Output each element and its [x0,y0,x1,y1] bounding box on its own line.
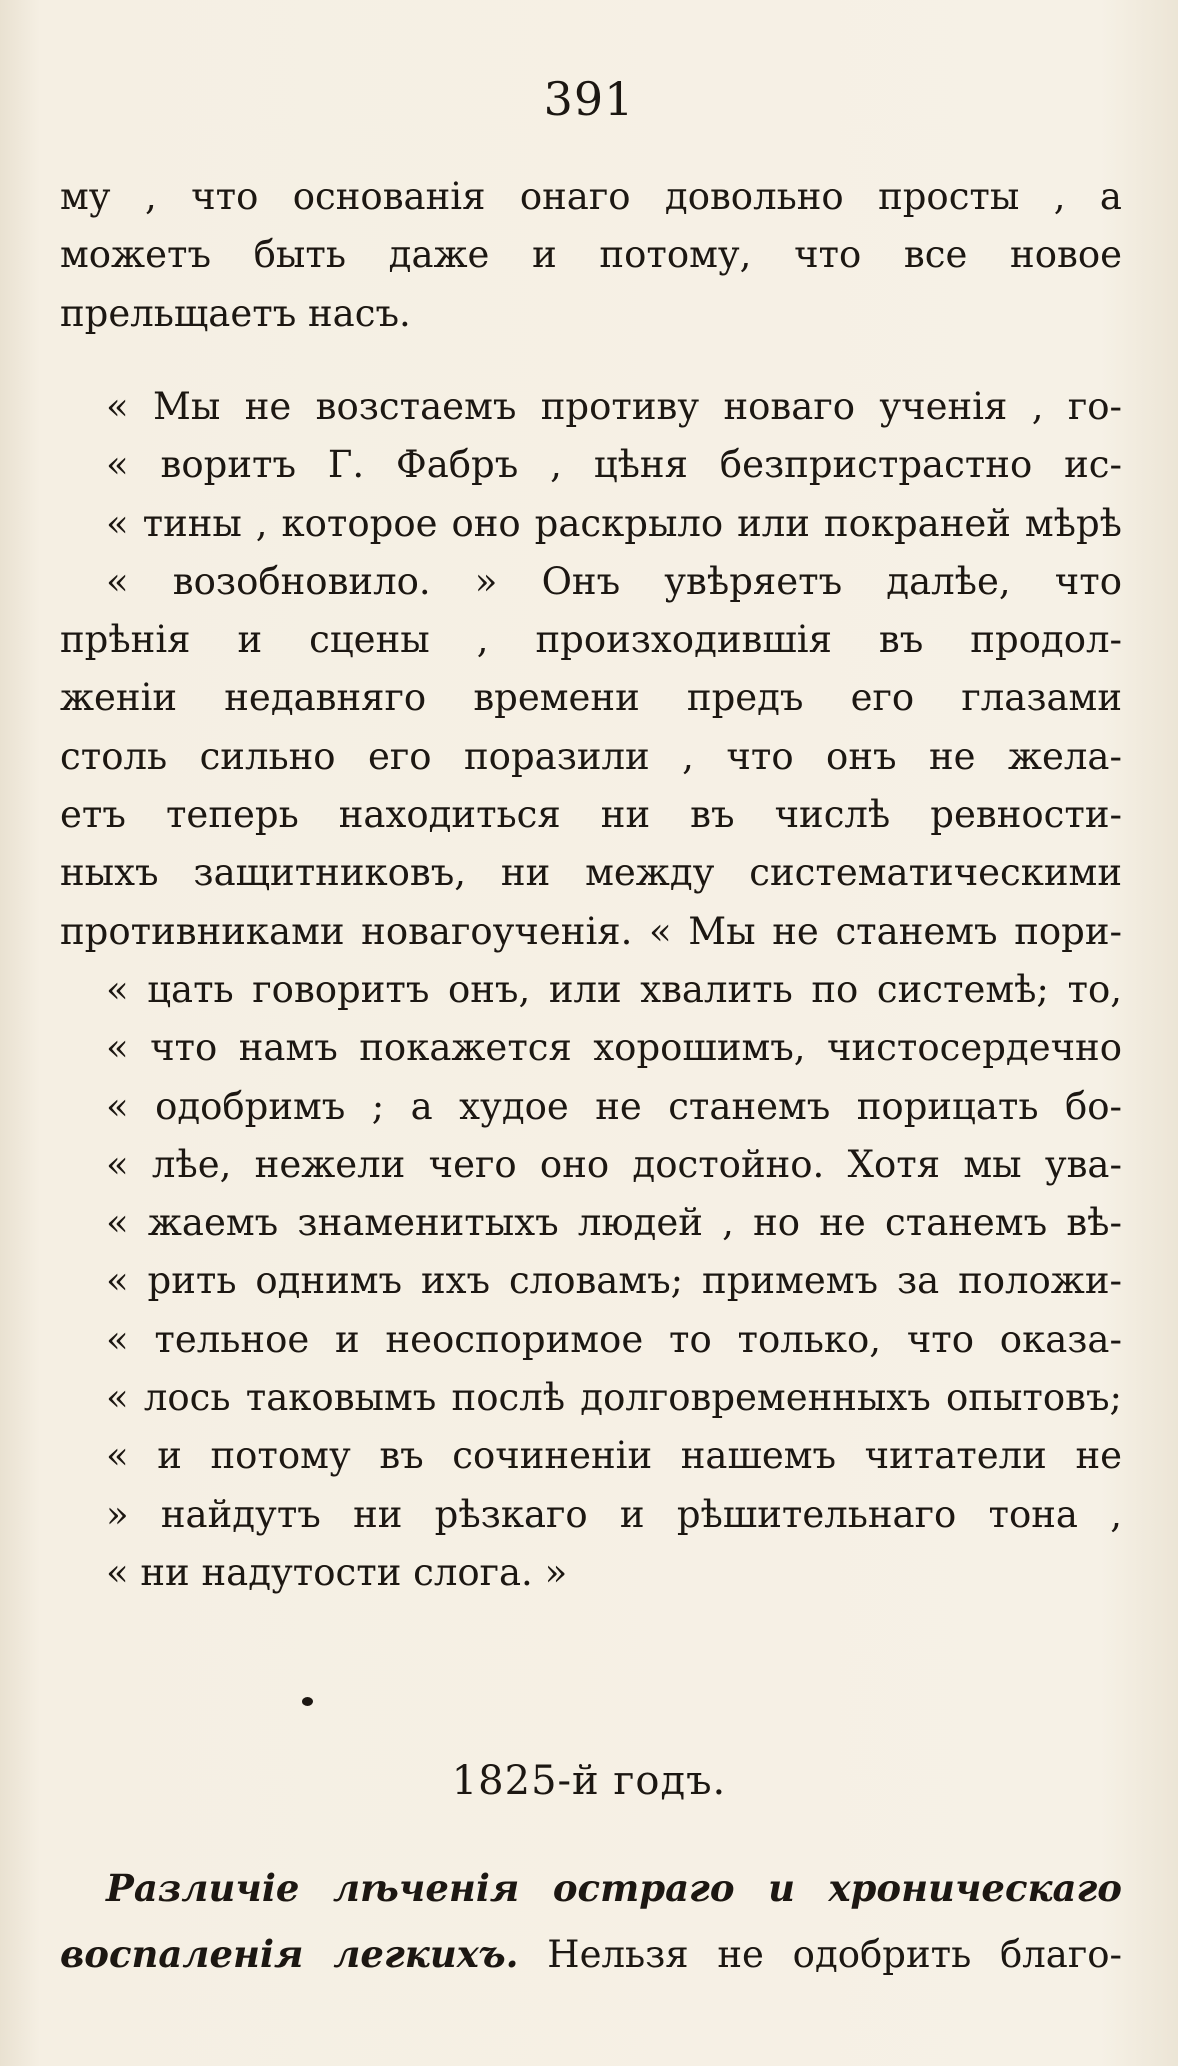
text-line: можетъ быть даже и потому, что все новое [60,233,1122,277]
italic-subject-title: воспаленія легкихъ. [60,1932,519,1976]
text-run: Нельзя не одобрить благо- [518,1933,1122,1976]
paragraph-quotation [60,378,1122,1602]
page-number: 391 [543,72,635,126]
text-line: « воритъ Г. Фабръ , цѣня безпристрастно ис- [106,443,1122,487]
text-line: столь сильно его поразили , что онъ не жела- [60,734,1122,778]
text-line: му , что основанія онаго довольно просты , а [60,175,1122,218]
italic-subject-title: Различіе лѣченія остраго и хроническаго [106,1866,1122,1910]
text-line: женіи недавняго времени предъ его глазами [60,676,1122,720]
text-line [60,1855,1122,1921]
text-line: « лось таковымъ послѣ долговременныхъ опытовъ; [106,1376,1122,1420]
text-line: « тины , которое оно раскрыло или покраней мѣрѣ [106,501,1122,545]
text-line: « тельное и неоспоримое то только, что оказа- [106,1317,1122,1361]
text-line: противниками новагоученія. « Мы не станемъ пори- [60,909,1122,953]
text-line: прѣнія и сцены , произходившія въ продол- [60,618,1122,662]
text-line: етъ теперь находиться ни въ числѣ ревности- [60,793,1122,837]
text-line: « и потому въ сочиненіи нашемъ читатели не [106,1434,1122,1478]
text-line: « рить однимъ ихъ словамъ; примемъ за положи- [106,1259,1122,1303]
text-line: « одобримъ ; а худое не станемъ порицать бо- [106,1084,1122,1128]
text-line: прельщаетъ насъ. [60,291,411,335]
text-line: » найдутъ ни рѣзкаго и рѣшительнаго тона , [106,1492,1122,1536]
text-line: « Мы не возстаемъ противу новаго ученія , го- [106,385,1122,428]
text-line: « жаемъ знаменитыхъ людей , но не станемъ вѣ- [106,1201,1122,1245]
paragraph-new-section [60,1855,1122,1987]
text-line: « что намъ покажется хорошимъ, чистосердечно [106,1026,1122,1070]
text-line: « лѣе, нежели чего оно достойно. Хотя мы ува- [106,1142,1122,1186]
section-heading: 1825-й годъ. [451,1758,727,1804]
paragraph-continuation [60,168,1122,343]
text-line [60,1921,1122,1987]
text-line: « возобновило. » Онъ увѣряетъ далѣе, что [106,559,1122,603]
text-line: « ни надутости слога. » [106,1550,568,1594]
text-line: « цать говоритъ онъ, или хвалить по системѣ; то, [106,967,1122,1011]
text-line: ныхъ защитниковъ, ни между систематическими [60,851,1122,895]
printed-dot-ornament [302,1697,313,1706]
